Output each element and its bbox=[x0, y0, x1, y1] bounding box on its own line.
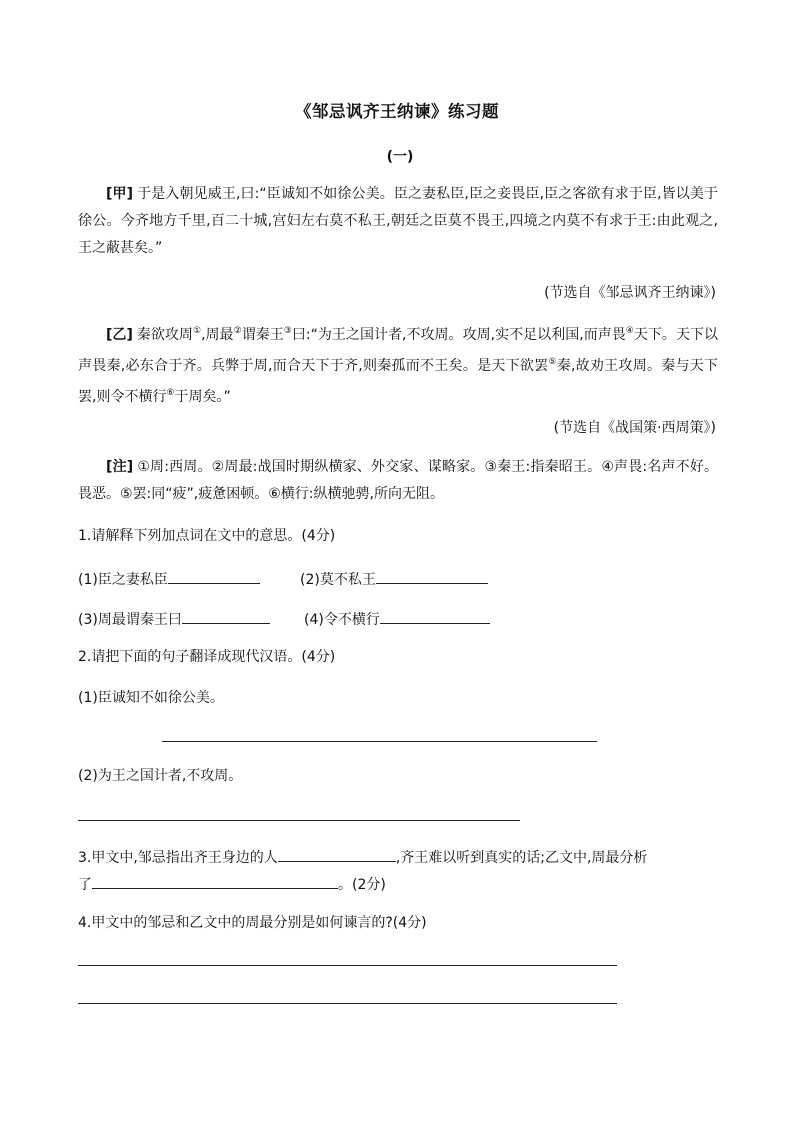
q2-item-1-answer-line[interactable] bbox=[162, 741, 597, 742]
passage-a-source: (节选自《邹忌讽齐王纳谏》) bbox=[544, 285, 716, 301]
section-number: (一) bbox=[386, 149, 414, 165]
passage-b-text-7: 于周矣。” bbox=[174, 389, 231, 405]
question-3-line-2 bbox=[78, 872, 386, 895]
q3-blank-1[interactable] bbox=[278, 845, 396, 862]
q3-blank-2[interactable] bbox=[92, 872, 338, 889]
question-3-line-1 bbox=[78, 845, 647, 868]
notes-tag: [注] bbox=[106, 459, 134, 475]
question-4-prompt: 4.甲文中的邹忌和乙文中的周最分别是如何谏言的?(4分) bbox=[78, 915, 427, 931]
q3-text-2: ,齐王难以听到真实的话;乙文中,周最分析 bbox=[395, 850, 648, 866]
passage-b-text-4: 曰:“为王之国计者,不攻周。攻周,实不足以利国,而声畏 bbox=[291, 327, 626, 343]
passage-b bbox=[78, 318, 718, 411]
notes-text: ①周:西周。②周最:战国时期纵横家、外交家、谋略家。③秦王:指秦昭王。④声畏:名声不好。畏恶。⑤罢:同“疲”,疲惫困顿。⑥横行:纵横驰骋,所向无阻。 bbox=[78, 459, 718, 502]
q3-text-4: 。(2分) bbox=[338, 877, 386, 893]
passage-b-text-6: 秦,故劝王攻周。秦与天下罢,则令不横行 bbox=[78, 358, 718, 405]
q1-item-3-blank[interactable] bbox=[182, 607, 270, 624]
q4-answer-line-1[interactable] bbox=[78, 965, 617, 966]
q2-item-2: (2)为王之国计者,不攻周。 bbox=[78, 768, 243, 784]
q2-item-1: (1)臣诚知不如徐公美。 bbox=[78, 690, 224, 706]
passage-b-text-2: ,周最 bbox=[201, 327, 234, 343]
q1-item-1-blank[interactable] bbox=[168, 567, 260, 584]
q1-item-2-label: (2)莫不私王 bbox=[300, 572, 376, 588]
passage-b-text-1: 秦欲攻周 bbox=[136, 327, 193, 343]
question-2-prompt: 2.请把下面的句子翻译成现代汉语。(4分) bbox=[78, 649, 336, 665]
q3-text-3: 了 bbox=[78, 877, 92, 893]
question-1-prompt: 1.请解释下列加点词在文中的意思。(4分) bbox=[78, 528, 336, 544]
passage-a-tag: [甲] bbox=[106, 186, 134, 202]
footnote-mark-4: ④ bbox=[625, 326, 634, 336]
q1-item-1 bbox=[78, 567, 260, 590]
notes bbox=[78, 454, 718, 508]
q1-item-2-blank[interactable] bbox=[376, 567, 488, 584]
passage-b-text-5: 天下。天下以声畏秦,必东合于齐。兵弊于周,而合天下于齐,则秦孤而不王矣。是天下欲罢 bbox=[78, 327, 718, 374]
q1-item-1-label: (1)臣之妻私臣 bbox=[78, 572, 168, 588]
footnote-mark-6: ⑥ bbox=[166, 388, 175, 398]
passage-a-text: 于是入朝见威王,曰:“臣诚知不如徐公美。臣之妻私臣,臣之妾畏臣,臣之客欲有求于臣,皆以美于徐公。今齐地方千里,百二十城,宫妇左右莫不私王,朝廷之臣莫不畏王,四境之内莫不有求于王:由此观之,王之蔽甚矣。” bbox=[78, 186, 719, 256]
q2-item-2-answer-line[interactable] bbox=[78, 820, 520, 821]
q1-item-4-label: (4)令不横行 bbox=[304, 612, 380, 628]
passage-a bbox=[78, 181, 718, 262]
footnote-mark-5: ⑤ bbox=[548, 357, 557, 367]
passage-b-text-3: 谓秦王 bbox=[241, 327, 284, 343]
q4-answer-line-2[interactable] bbox=[78, 1003, 617, 1004]
q1-item-4 bbox=[304, 607, 490, 630]
footnote-mark-3: ③ bbox=[283, 326, 292, 336]
page-title: 《邹忌讽齐王纳谏》练习题 bbox=[295, 102, 499, 121]
passage-b-source: (节选自《战国策·西周策》) bbox=[553, 420, 716, 436]
passage-b-tag: [乙] bbox=[106, 327, 133, 343]
q1-item-2 bbox=[300, 567, 488, 590]
q3-text-1: 3.甲文中,邹忌指出齐王身边的人 bbox=[78, 850, 278, 866]
footnote-mark-2: ② bbox=[233, 326, 242, 336]
q1-item-4-blank[interactable] bbox=[380, 607, 490, 624]
footnote-mark-1: ① bbox=[192, 326, 202, 336]
q1-item-3 bbox=[78, 607, 270, 630]
q1-item-3-label: (3)周最谓秦王曰 bbox=[78, 612, 182, 628]
